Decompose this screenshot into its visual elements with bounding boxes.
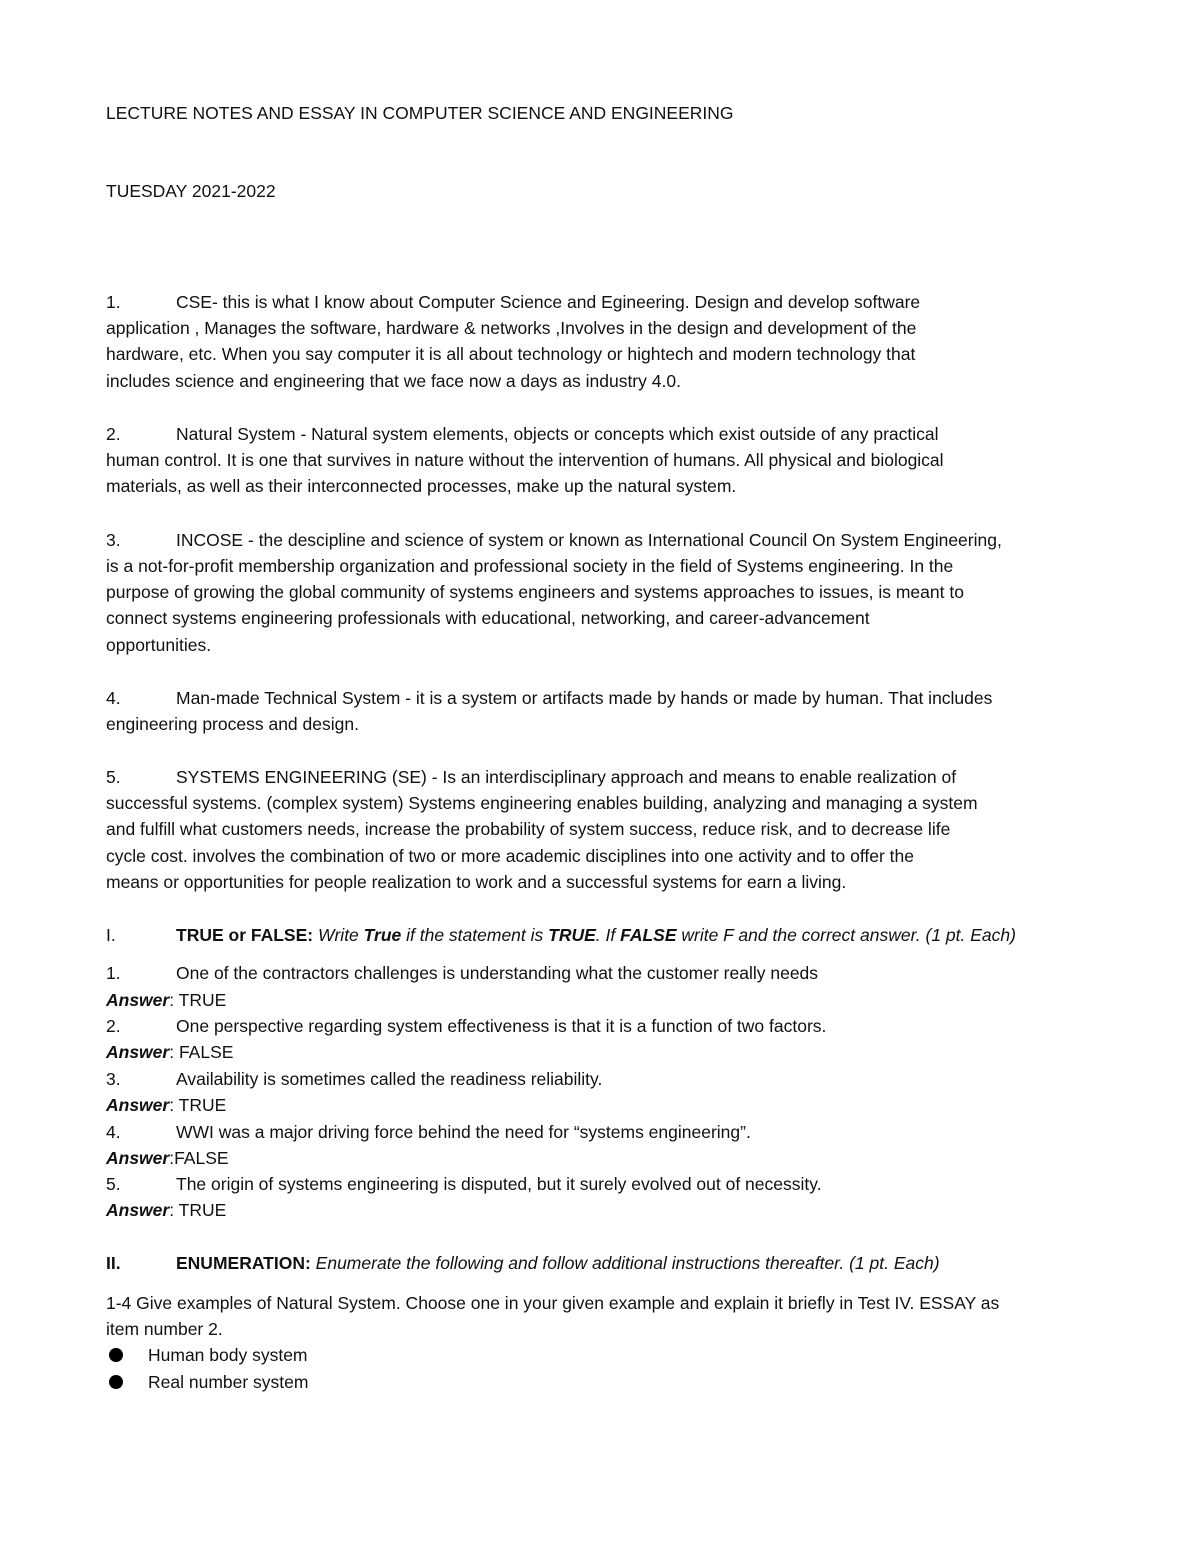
question-number: 5. xyxy=(106,1174,121,1194)
answer-line xyxy=(106,1197,226,1223)
document-subtitle: TUESDAY 2021-2022 xyxy=(106,181,276,201)
question-text: One of the contractors challenges is understanding what the customer really needs xyxy=(176,963,819,983)
answer-line xyxy=(106,1039,233,1065)
section-heading xyxy=(176,922,1016,948)
answer-line xyxy=(106,987,226,1013)
question-number: 3. xyxy=(106,1069,121,1089)
section-label: ENUMERATION: xyxy=(176,1253,311,1273)
answer-line xyxy=(106,1092,226,1118)
question-number: 2. xyxy=(106,1016,121,1036)
section-label: TRUE or FALSE: xyxy=(176,925,314,945)
answer-label: Answer xyxy=(106,990,170,1010)
item-text-line: engineering process and design. xyxy=(106,714,359,734)
enumeration-prompt: item number 2. xyxy=(106,1319,223,1339)
question-text: WWI was a major driving force behind the need for “systems engineering”. xyxy=(176,1122,751,1142)
answer-value: : TRUE xyxy=(169,1200,227,1220)
item-text-line: cycle cost. involves the combination of two or more academic disciplines into one activity and to offer the xyxy=(106,846,914,866)
instruction-text: if the statement is xyxy=(401,925,549,945)
answer-label: Answer xyxy=(106,1095,170,1115)
item-number: 2. xyxy=(106,424,121,444)
instruction-text: write F and the correct answer. (1 pt. Each) xyxy=(676,925,1016,945)
answer-label: Answer xyxy=(106,1042,170,1062)
item-number: 1. xyxy=(106,292,121,312)
item-text-line: opportunities. xyxy=(106,635,212,655)
item-text-line: and fulfill what customers needs, increase the probability of system success, reduce risk, and to decrease life xyxy=(106,819,951,839)
section-heading xyxy=(176,1250,940,1276)
item-text-line: human control. It is one that survives in nature without the intervention of humans. All physical and biological xyxy=(106,450,944,470)
bullet-icon xyxy=(109,1375,123,1389)
item-number: 5. xyxy=(106,767,121,787)
answer-value: :FALSE xyxy=(169,1148,229,1168)
question-text: Availability is sometimes called the readiness reliability. xyxy=(176,1069,603,1089)
item-number: 3. xyxy=(106,530,121,550)
answer-value: : TRUE xyxy=(169,1095,227,1115)
question-number: 4. xyxy=(106,1122,121,1142)
question-text: The origin of systems engineering is disputed, but it surely evolved out of necessity. xyxy=(176,1174,822,1194)
instruction-emphasis: FALSE xyxy=(620,925,677,945)
bullet-item: Real number system xyxy=(148,1372,309,1392)
bullet-item: Human body system xyxy=(148,1345,308,1365)
answer-line xyxy=(106,1145,229,1171)
item-text-line: Natural System - Natural system elements, objects or concepts which exist outside of any practical xyxy=(176,424,939,444)
enumeration-prompt: 1-4 Give examples of Natural System. Choose one in your given example and explain it briefly in Test IV. ESSAY as xyxy=(106,1293,1000,1313)
instruction-text: Enumerate the following and follow additional instructions thereafter. (1 pt. Each) xyxy=(310,1253,940,1273)
item-text-line: includes science and engineering that we face now a days as industry 4.0. xyxy=(106,371,681,391)
instruction-emphasis: TRUE xyxy=(548,925,596,945)
item-text-line: successful systems. (complex system) Systems engineering enables building, analyzing and managing a system xyxy=(106,793,978,813)
question-number: 1. xyxy=(106,963,121,983)
item-text-line: Man-made Technical System - it is a system or artifacts made by hands or made by human. That includes xyxy=(176,688,993,708)
answer-label: Answer xyxy=(106,1148,170,1168)
item-text-line: purpose of growing the global community of systems engineers and systems approaches to issues, is meant to xyxy=(106,582,964,602)
item-text-line: hardware, etc. When you say computer it is all about technology or hightech and modern technology that xyxy=(106,344,916,364)
item-text-line: is a not-for-profit membership organization and professional society in the field of Systems engineering. In the xyxy=(106,556,954,576)
item-number: 4. xyxy=(106,688,121,708)
bullet-icon xyxy=(109,1348,123,1362)
item-text-line: application , Manages the software, hardware & networks ,Involves in the design and development of the xyxy=(106,318,917,338)
item-text-line: means or opportunities for people realization to work and a successful systems for earn a living. xyxy=(106,872,847,892)
section-number: I. xyxy=(106,925,116,945)
answer-value: : TRUE xyxy=(169,990,227,1010)
item-text-line: connect systems engineering professionals with educational, networking, and career-advancement xyxy=(106,608,870,628)
answer-label: Answer xyxy=(106,1200,170,1220)
instruction-text: . If xyxy=(595,925,621,945)
answer-value: : FALSE xyxy=(169,1042,234,1062)
document-title: LECTURE NOTES AND ESSAY IN COMPUTER SCIENCE AND ENGINEERING xyxy=(106,103,734,123)
section-number: II. xyxy=(106,1253,121,1273)
question-text: One perspective regarding system effectiveness is that it is a function of two factors. xyxy=(176,1016,827,1036)
item-text-line: CSE- this is what I know about Computer Science and Egineering. Design and develop software xyxy=(176,292,921,312)
item-text-line: INCOSE - the descipline and science of system or known as International Council On System Engineering, xyxy=(176,530,1002,550)
instruction-text: Write xyxy=(313,925,364,945)
item-text-line: SYSTEMS ENGINEERING (SE) - Is an interdisciplinary approach and means to enable realization of xyxy=(176,767,957,787)
instruction-emphasis: True xyxy=(363,925,402,945)
item-text-line: materials, as well as their interconnected processes, make up the natural system. xyxy=(106,476,737,496)
